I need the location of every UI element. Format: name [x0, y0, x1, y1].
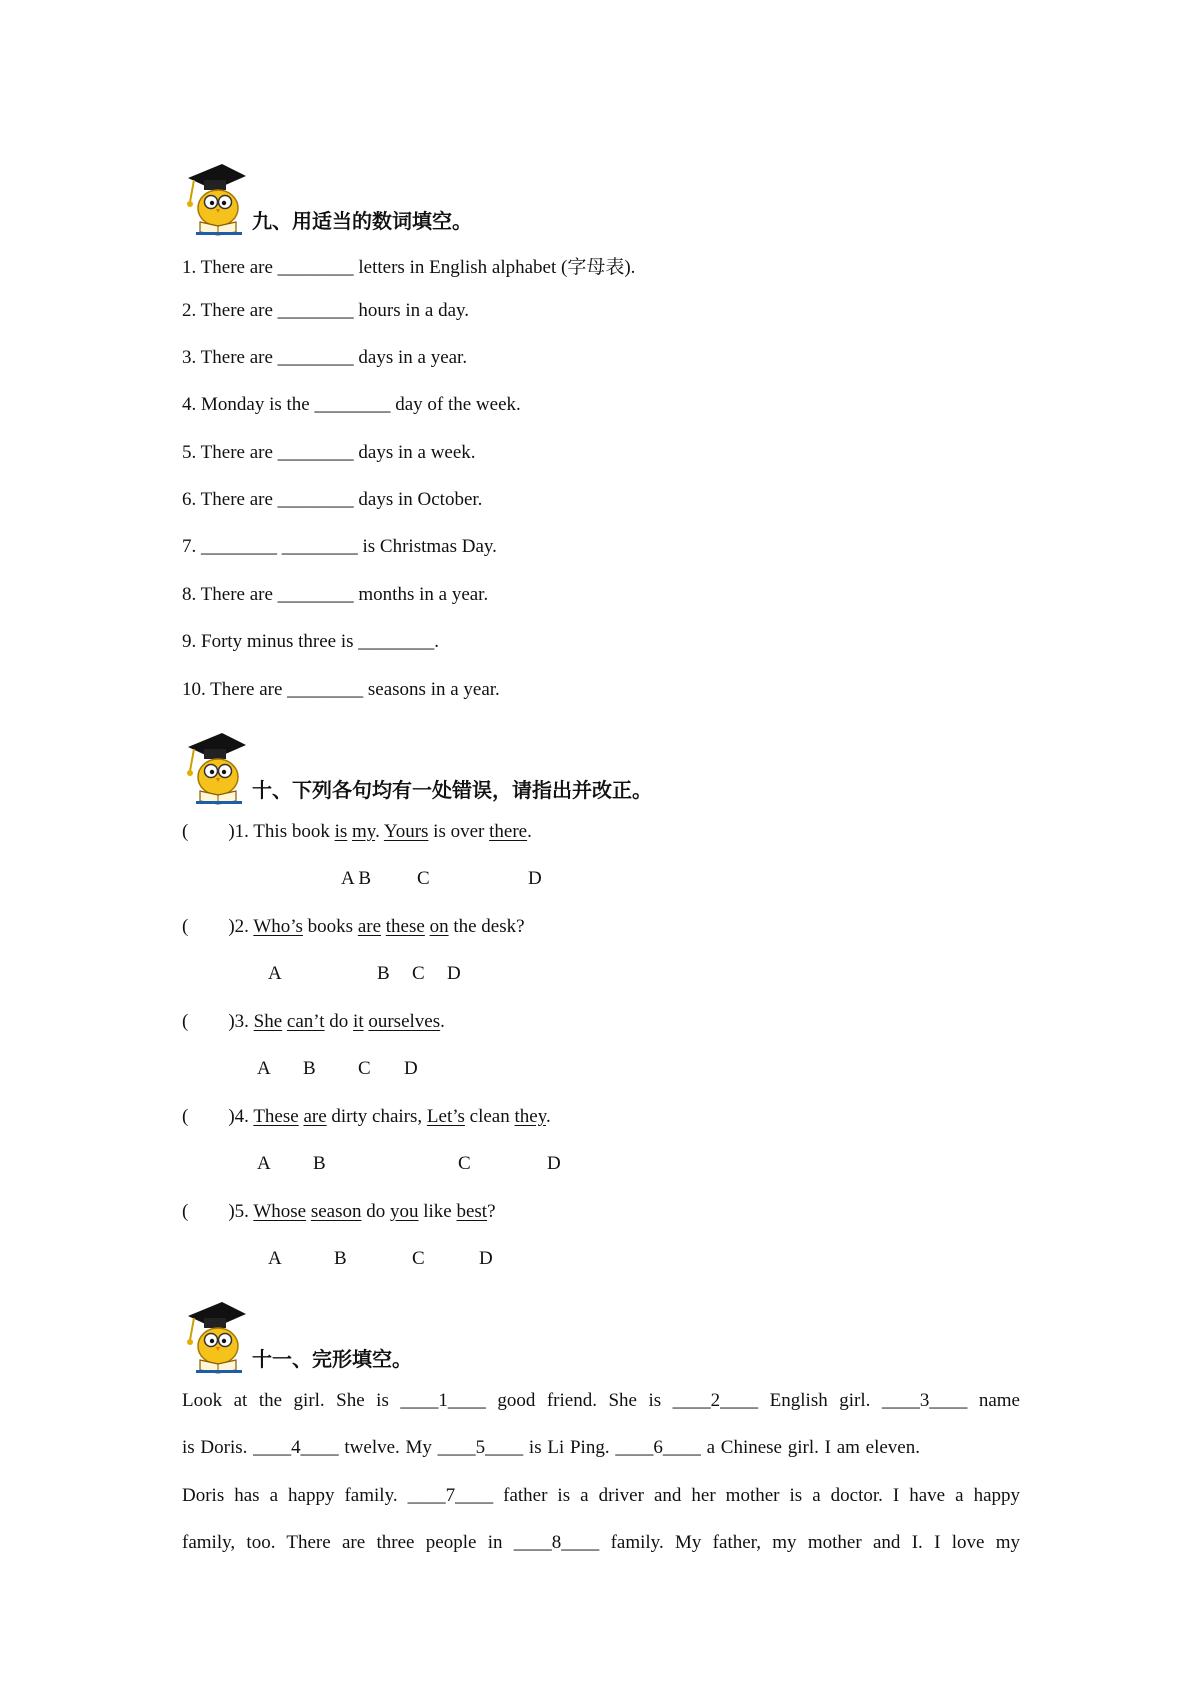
s9-item-10: 10. There are ________ seasons in a year. [182, 679, 500, 700]
section-10-title: 十、下列各句均有一处错误，请指出并改正。 [252, 778, 652, 802]
s9-item-7: 7. ________ ________ is Christmas Day. [182, 536, 497, 557]
s9-item-8: 8. There are ________ months in a year. [182, 584, 489, 605]
s9-item-1: 1. There are ________ letters in English alphabet (字母表). [182, 257, 636, 278]
s10-q5-letter-c: C [412, 1248, 425, 1269]
s10-q3-letter-c: C [358, 1058, 371, 1079]
option-a: Who’s [253, 916, 303, 937]
s10-q2-letter-b: B [377, 963, 390, 984]
section-11-header [182, 1294, 1082, 1374]
s11-line-4: family, too. There are three people in ____8____ family. My father, my mother and I. I love my [182, 1532, 1020, 1553]
s10-question-3: ( )3. She can’t do it ourselves. [182, 1011, 445, 1032]
option-d: best [456, 1201, 488, 1222]
option-d: there [489, 821, 528, 842]
option-c: it [353, 1011, 364, 1032]
s10-question-4: ( )4. These are dirty chairs, Let’s clean they. [182, 1106, 551, 1127]
option-a: These [253, 1106, 299, 1127]
s10-q3-letter-b: B [303, 1058, 316, 1079]
s10-question-5: ( )5. Whose season do you like best? [182, 1201, 496, 1222]
s10-q2-letter-c: C [412, 963, 425, 984]
s9-item-4: 4. Monday is the ________ day of the week. [182, 394, 521, 415]
option-c: Let’s [426, 1106, 465, 1127]
section-11-title: 十一、完形填空。 [252, 1347, 412, 1371]
option-a: Whose [253, 1201, 307, 1222]
option-a: She [253, 1011, 283, 1032]
s11-line-3: Doris has a happy family. ____7____ father is a driver and her mother is a doctor. I have a happy [182, 1485, 1020, 1506]
s10-q5-letter-a: A [268, 1248, 282, 1269]
s10-q2-letter-a: A [268, 963, 282, 984]
option-b: are [303, 1106, 327, 1127]
option-d: they [514, 1106, 546, 1127]
option-c: you [389, 1201, 419, 1222]
s10-q3-letter-a: A [257, 1058, 271, 1079]
s10-q1-letter-d: D [528, 868, 542, 889]
s10-q4-letter-c: C [458, 1153, 471, 1174]
s10-q4-letter-a: A [257, 1153, 271, 1174]
s10-q1-letter-ab: A B [341, 868, 372, 889]
option-d: on [429, 916, 449, 937]
s10-q5-letter-d: D [479, 1248, 493, 1269]
owl-scholar-icon [182, 156, 248, 236]
s10-q3-letter-d: D [404, 1058, 418, 1079]
section-10-header [182, 725, 1082, 805]
s10-question-1: ( )1. This book is my. Yours is over there. [182, 821, 532, 842]
owl-scholar-icon [182, 1294, 248, 1374]
s9-item-2: 2. There are ________ hours in a day. [182, 300, 470, 321]
s9-item-3: 3. There are ________ days in a year. [182, 347, 468, 368]
option-b: can’t [286, 1011, 325, 1032]
s10-q5-letter-b: B [334, 1248, 347, 1269]
option-d: ourselves [368, 1011, 441, 1032]
option-a: is [334, 821, 348, 842]
s9-item-9: 9. Forty minus three is ________. [182, 631, 440, 652]
s11-line-2: is Doris. ____4____ twelve. My ____5____ is Li Ping. ____6____ a Chinese girl. I am eleven. [182, 1437, 920, 1458]
s9-item-6: 6. There are ________ days in October. [182, 489, 483, 510]
owl-scholar-icon [182, 725, 248, 805]
s10-q2-letter-d: D [447, 963, 461, 984]
s9-item-5: 5. There are ________ days in a week. [182, 442, 476, 463]
section-9-title: 九、用适当的数词填空。 [252, 209, 472, 233]
s10-q4-letter-b: B [313, 1153, 326, 1174]
section-9-header [182, 156, 1082, 236]
s10-question-2: ( )2. Who’s books are these on the desk? [182, 916, 525, 937]
option-b: season [310, 1201, 362, 1222]
option-b: are [357, 916, 382, 937]
s11-line-1: Look at the girl. She is ____1____ good friend. She is ____2____ English girl. ____3____ name [182, 1390, 1020, 1411]
s10-q4-letter-d: D [547, 1153, 561, 1174]
s10-q1-letter-c: C [417, 868, 430, 889]
option-c: these [385, 916, 425, 937]
option-c: Yours [383, 821, 429, 842]
option-b: my [352, 821, 376, 842]
